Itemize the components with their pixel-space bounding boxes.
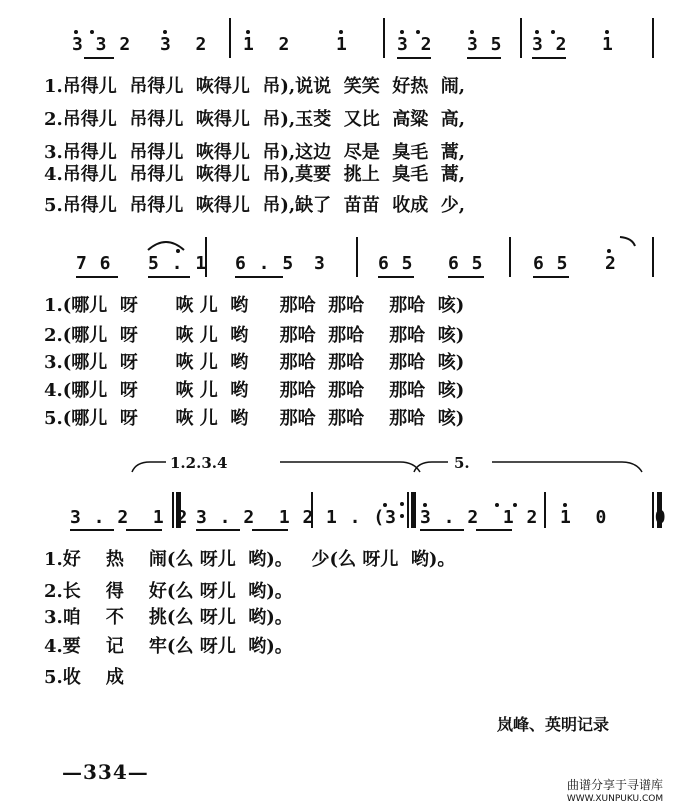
note-group: 1 2 [243, 34, 291, 55]
repeat-dot [400, 502, 404, 506]
lyric-line: 3.咱 不 挑(么 呀儿 哟)。 [44, 607, 293, 628]
note-group: 3 5 [467, 34, 503, 55]
beam [148, 276, 190, 278]
beam [532, 57, 566, 59]
note-group: 3 3 2 [72, 34, 132, 55]
beam [476, 529, 512, 531]
octave-dot [551, 30, 555, 34]
barline [407, 492, 409, 528]
note-group: 6 5 [378, 253, 414, 274]
note-group: 3 . 2 1 2 [70, 507, 189, 528]
slur [146, 236, 186, 252]
tie [618, 234, 638, 248]
note-group: 1 [336, 34, 348, 55]
note-group: 3 2 [397, 34, 433, 55]
barline [544, 492, 546, 528]
volta-bracket-2 [412, 456, 652, 476]
beam [235, 276, 283, 278]
watermark-line1: 曲谱分享于寻谱库 [566, 778, 663, 792]
lyric-line: 5.吊得儿 吊得儿 咴得儿 吊),缺了 苗苗 收成 少, [44, 195, 466, 216]
octave-dot [513, 503, 517, 507]
beam [76, 276, 118, 278]
lyric-line: 2.吊得儿 吊得儿 咴得儿 吊),玉茭 又比 高粱 高, [44, 109, 466, 130]
octave-dot [176, 249, 180, 253]
octave-dot [495, 503, 499, 507]
lyric-line: 4.吊得儿 吊得儿 咴得儿 吊),莫要 挑上 臭毛 蒿, [44, 164, 466, 185]
octave-dot [74, 30, 78, 34]
note-group: 5 . 1 [148, 253, 208, 274]
lyric-line: 1.好 热 闹(么 呀儿 哟)。 少(么 呀儿 哟)。 [44, 549, 456, 570]
page-number: —334— [62, 760, 149, 784]
lyric-line: 2.(哪儿 呀 咴 儿 哟 那哈 那哈 那哈 咳) [44, 325, 465, 346]
note-group: 6 5 [533, 253, 569, 274]
lyric-line: 1.吊得儿 吊得儿 咴得儿 吊),说说 笑笑 好热 闹, [44, 76, 466, 97]
beam [397, 57, 431, 59]
note-group: 2 [605, 253, 617, 274]
beam [252, 529, 288, 531]
repeat-dot [400, 514, 404, 518]
note-group: 3 2 [160, 34, 208, 55]
octave-dot [246, 30, 250, 34]
lyric-line: 5.收 成 [44, 667, 124, 688]
octave-dot [163, 30, 167, 34]
note-group: 3 . 2 1 2 [420, 507, 539, 528]
octave-dot [563, 503, 567, 507]
octave-dot [400, 30, 404, 34]
barline [509, 237, 511, 277]
note-group: 1 . (3 [326, 507, 398, 528]
beam [533, 276, 569, 278]
octave-dot [470, 30, 474, 34]
octave-dot [607, 249, 611, 253]
lyric-line: 1.(哪儿 呀 咴 儿 哟 那哈 那哈 那哈 咳) [44, 295, 465, 316]
transcriber-credit: 岚峰、英明记录 [497, 715, 610, 734]
beam [196, 529, 240, 531]
barline [652, 18, 654, 58]
octave-dot [416, 30, 420, 34]
beam [378, 276, 414, 278]
barline [652, 237, 654, 277]
note-group: 6 5 [448, 253, 484, 274]
octave-dot [605, 30, 609, 34]
lyric-line: 2.长 得 好(么 呀儿 哟)。 [44, 581, 293, 602]
beam [467, 57, 501, 59]
barline [520, 18, 522, 58]
note-group: 6 . 5 [235, 253, 295, 274]
octave-dot [90, 30, 94, 34]
octave-dot [423, 503, 427, 507]
beam [70, 529, 114, 531]
lyric-line: 3.吊得儿 吊得儿 咴得儿 吊),这边 尽是 臭毛 蒿, [44, 142, 466, 163]
volta-label: 1.2.3.4 [170, 454, 228, 472]
watermark-line2: WWW.XUNPUKU.COM [566, 794, 664, 804]
lyric-line: 4.要 记 牢(么 呀儿 哟)。 [44, 636, 293, 657]
beam [126, 529, 162, 531]
lyric-line: 4.(哪儿 呀 咴 儿 哟 那哈 那哈 那哈 咳) [44, 380, 465, 401]
octave-dot [339, 30, 343, 34]
note-group: 3 . 2 1 2 [196, 507, 315, 528]
beam [448, 276, 484, 278]
lyric-line: 5.(哪儿 呀 咴 儿 哟 那哈 那哈 那哈 咳) [44, 408, 465, 429]
watermark [540, 778, 690, 806]
beam [84, 57, 114, 59]
lyric-line: 3.(哪儿 呀 咴 儿 哟 那哈 那哈 那哈 咳) [44, 352, 465, 373]
note-group: 7 6 [76, 253, 112, 274]
note-group: 1 0 0 [560, 507, 667, 528]
note-group: 3 [314, 253, 326, 274]
barline [411, 492, 416, 528]
beam [420, 529, 464, 531]
volta-label: 5. [454, 454, 470, 472]
barline [356, 237, 358, 277]
note-group: 1 [602, 34, 614, 55]
octave-dot [383, 503, 387, 507]
barline [383, 18, 385, 58]
barline [229, 18, 231, 58]
octave-dot [535, 30, 539, 34]
note-group: 3 2 [532, 34, 568, 55]
